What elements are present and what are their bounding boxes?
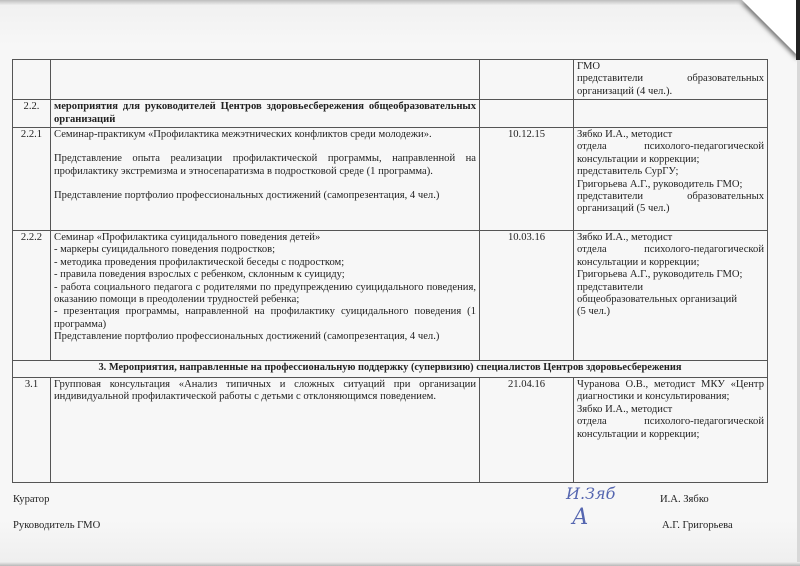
row-content: [51, 128, 480, 231]
responsible-line: Чуранова О.В., методист МКУ «Центр диагностики и консультирования;: [577, 379, 764, 403]
curator-name: И.А. Зябко: [660, 494, 709, 505]
responsible-line: представители: [577, 281, 644, 293]
table-row-continuation: [13, 60, 768, 100]
row-content: [51, 378, 480, 483]
content-line: - методика проведения профилактической беседы с подростком;: [54, 256, 345, 268]
responsible-line: общеобразовательных организаций: [577, 294, 737, 306]
table-row: [13, 231, 768, 361]
events-plan-table: [12, 59, 768, 483]
table-row-section: [13, 361, 768, 378]
row-responsible: [574, 128, 768, 231]
responsible-line: представители образовательных организаций (4 чел.).: [577, 73, 764, 97]
row-date: 10.12.15: [480, 128, 574, 231]
row-responsible: [574, 100, 768, 128]
row-date: [480, 100, 574, 128]
row-number: 3.1: [13, 378, 51, 483]
row-responsible: [574, 231, 768, 361]
scan-edge: [796, 0, 800, 60]
content-line: Семинар-практикум «Профилактика межэтнических конфликтов среди молодежи».: [54, 129, 432, 141]
content-line: - презентация программы, направленной на профилактику суицидального поведения (1 программа): [54, 306, 476, 330]
content-line: - правила поведения взрослых с ребенком, склонным к суициду;: [54, 269, 345, 281]
row-number: 2.2.2: [13, 231, 51, 361]
row-date: 21.04.16: [480, 378, 574, 483]
responsible-line: Зябко И.А., методист: [577, 129, 673, 141]
table-row-subsection: [13, 100, 768, 128]
row-content: [51, 231, 480, 361]
row-content: [51, 60, 480, 100]
spacer: [54, 141, 476, 153]
responsible-line: (5 чел.): [577, 306, 610, 318]
head-signature: А: [572, 505, 589, 530]
curator-signature: И.Зяб: [566, 484, 616, 503]
row-date: 10.03.16: [480, 231, 574, 361]
curator-label: Куратор: [13, 494, 50, 505]
content-line: Представление портфолио профессиональных достижений (самопрезентация, 4 чел.): [54, 190, 440, 202]
row-number: [13, 60, 51, 100]
table-row: [13, 378, 768, 483]
content-line: - работа социального педагога с родителями по предупреждению суицидального поведения, оказанию помощи в преодолении трудностей ребенка;: [54, 281, 476, 306]
content-line: Представление портфолио профессиональных достижений (самопрезентация, 4 чел.): [54, 331, 440, 343]
responsible-line: ГМО: [577, 61, 601, 72]
content-line: Групповая консультация «Анализ типичных и сложных ситуаций при организации индивидуальной профилактической работы с детьми с отклоняющимся поведением.: [54, 379, 476, 403]
responsible-line: Григорьева А.Г., руководитель ГМО;: [577, 269, 743, 281]
subsection-title: мероприятия для руководителей Центров здоровьесбережения общеобразовательных организаций: [51, 100, 480, 128]
responsible-line: представитель СурГУ;: [577, 166, 679, 178]
section-title: 3. Мероприятия, направленные на профессиональную поддержку (супервизию) специалистов Центров здоровьесбережения: [13, 361, 768, 378]
head-label: Руководитель ГМО: [13, 520, 101, 531]
scan-bottom-shadow: [0, 562, 800, 566]
row-responsible: [574, 60, 768, 100]
content-line: Представление опыта реализации профилактической программы, направленной на профилактику экстремизма и этносепаратизма в подростковой среде (1 программа).: [54, 153, 476, 177]
head-name: А.Г. Григорьева: [662, 520, 733, 531]
responsible-line: представители образовательных организаций (5 чел.): [577, 191, 764, 215]
content-line: - маркеры суицидального поведения подростков;: [54, 244, 276, 256]
row-number: 2.2.: [13, 100, 51, 128]
spacer: [54, 178, 476, 190]
folded-corner: [742, 0, 800, 58]
responsible-line: Зябко И.А., методист: [577, 403, 673, 415]
responsible-line: отдела психолого-педагогической консультации и коррекции;: [577, 244, 764, 268]
responsible-line: Зябко И.А., методист: [577, 232, 673, 244]
responsible-line: Григорьева А.Г., руководитель ГМО;: [577, 178, 743, 190]
responsible-line: отдела психолого-педагогической консультации и коррекции;: [577, 416, 764, 440]
row-number: 2.2.1: [13, 128, 51, 231]
table-row: [13, 128, 768, 231]
responsible-line: отдела психолого-педагогической консультации и коррекции;: [577, 141, 764, 165]
scan-top-shadow: [0, 0, 800, 5]
row-responsible: [574, 378, 768, 483]
row-date: [480, 60, 574, 100]
content-line: Семинар «Профилактика суицидального поведения детей»: [54, 232, 321, 244]
